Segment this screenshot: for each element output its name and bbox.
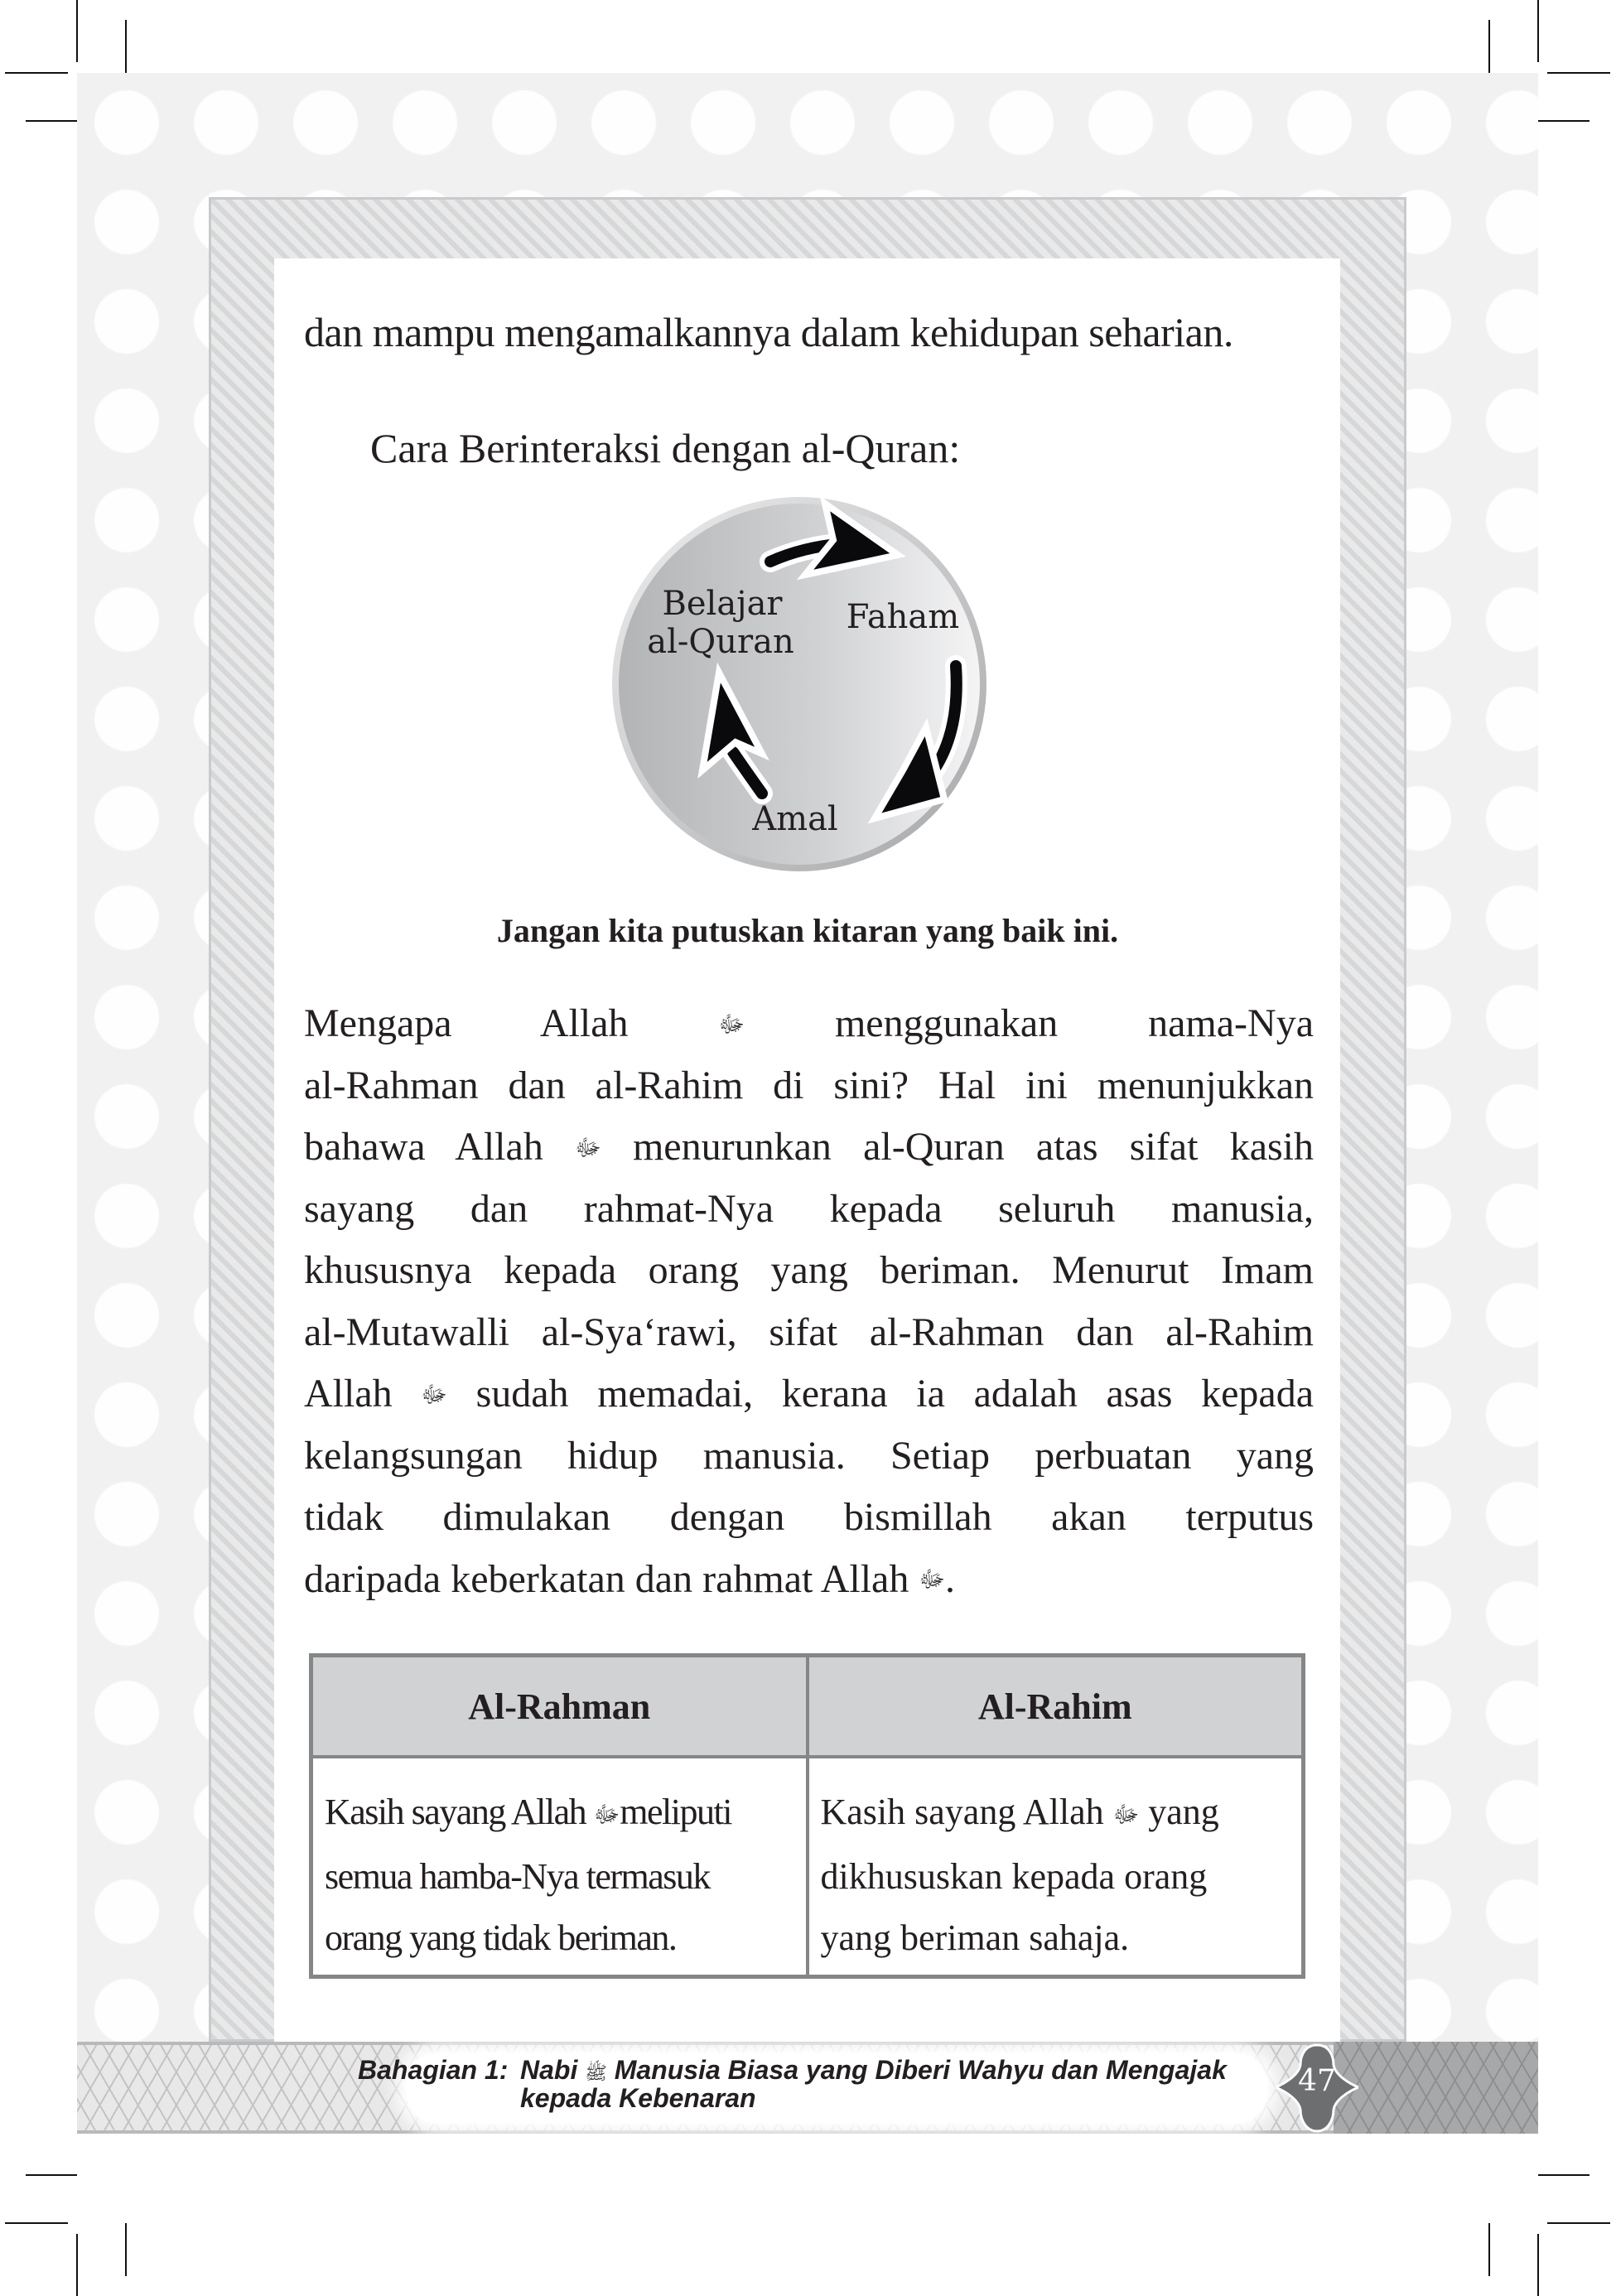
node-label-faham: Faham bbox=[846, 598, 960, 636]
footer-title-before: Nabi bbox=[520, 2055, 578, 2085]
intro-line: dan mampu mengamalkannya dalam kehidupan seharian. bbox=[304, 309, 1233, 355]
honorific-glyph-icon: ﷻ bbox=[593, 1802, 620, 1828]
paragraph-line bbox=[304, 1001, 1314, 1046]
line-text: bahawa Allah bbox=[304, 1125, 543, 1169]
footer-section-label: Bahagian 1: bbox=[358, 2055, 509, 2085]
line-text: menggunakan nama-Nya bbox=[834, 1001, 1315, 1045]
cell-text: semua hamba-Nya termasuk bbox=[325, 1855, 710, 1897]
honorific-glyph-icon: ﷻ bbox=[575, 1135, 601, 1161]
cell-text: yang bbox=[1148, 1792, 1219, 1832]
crop-mark bbox=[26, 120, 77, 122]
cycle-diagram bbox=[596, 489, 1002, 886]
honorific-glyph-icon: ﷻ bbox=[421, 1382, 447, 1408]
crop-mark bbox=[5, 72, 68, 74]
paragraph-line: al-Mutawalli al-Sya‘rawi, sifat al-Rahman dan al-Rahim bbox=[304, 1310, 1314, 1354]
diagram-caption: Jangan kita putuskan kitaran yang baik ini. bbox=[496, 912, 1119, 949]
cell-text: meliputi bbox=[620, 1792, 731, 1832]
table-cell-al-rahim bbox=[808, 1757, 1304, 1977]
footer-band-dark bbox=[1334, 2042, 1538, 2134]
nabi-glyph-icon: ﷺ bbox=[585, 2062, 607, 2083]
crop-mark bbox=[1547, 72, 1610, 74]
line-text: Mengapa Allah bbox=[304, 1001, 629, 1045]
paragraph-line: kelangsungan hidup manusia. Setiap perbuatan yang bbox=[304, 1433, 1314, 1478]
node-label-amal: Amal bbox=[752, 800, 838, 838]
crop-mark bbox=[1538, 120, 1589, 122]
node-label-belajar: Belajar bbox=[662, 585, 783, 623]
crop-mark bbox=[125, 20, 127, 73]
paragraph-line: sayang dan rahmat-Nya kepada seluruh manusia, bbox=[304, 1186, 1314, 1231]
crop-mark bbox=[1538, 2174, 1589, 2176]
table-header-al-rahim: Al-Rahim bbox=[808, 1656, 1304, 1758]
line-text: daripada keberkatan dan rahmat Allah bbox=[304, 1556, 909, 1601]
crop-mark bbox=[1537, 0, 1539, 62]
line-text: . bbox=[944, 1556, 955, 1601]
cell-text: Kasih sayang Allah bbox=[325, 1792, 586, 1832]
crop-mark bbox=[5, 2222, 68, 2224]
paragraph-line bbox=[304, 1124, 1314, 1170]
crop-mark bbox=[76, 0, 78, 62]
paragraph-line: tidak dimulakan dengan bismillah akan terputus bbox=[304, 1495, 1314, 1539]
cell-text: yang beriman sahaja. bbox=[820, 1917, 1130, 1958]
paragraph-line bbox=[304, 1371, 1314, 1416]
paragraph-line: khususnya kepada orang yang beriman. Menurut Imam bbox=[304, 1248, 1314, 1292]
crop-mark bbox=[1488, 2223, 1490, 2276]
table-cell-al-rahman bbox=[311, 1757, 808, 1977]
subheading: Cara Berinteraksi dengan al-Quran: bbox=[370, 425, 961, 471]
crop-mark bbox=[76, 2234, 78, 2296]
line-text: sudah memadai, kerana ia adalah asas kepada bbox=[475, 1372, 1315, 1416]
table-header-row bbox=[311, 1656, 1304, 1758]
table-header-al-rahman: Al-Rahman bbox=[311, 1656, 808, 1758]
footer-title-after: Manusia Biasa yang Diberi Wahyu dan Mengajak bbox=[614, 2055, 1227, 2085]
line-text: menurunkan al-Quran atas sifat kasih bbox=[632, 1125, 1315, 1169]
honorific-glyph-icon: ﷻ bbox=[919, 1567, 945, 1594]
cell-text: Kasih sayang Allah bbox=[820, 1792, 1104, 1832]
paragraph-line bbox=[304, 1556, 1314, 1602]
honorific-glyph-icon: ﷻ bbox=[718, 1011, 745, 1038]
cell-text: dikhususkan kepada orang bbox=[820, 1855, 1208, 1897]
crop-mark bbox=[1488, 20, 1490, 73]
crop-mark bbox=[125, 2223, 127, 2276]
footer-chapter-title-line2: kepada Kebenaran bbox=[520, 2083, 756, 2113]
crop-mark bbox=[1547, 2222, 1610, 2224]
paragraph-line: al-Rahman dan al-Rahim di sini? Hal ini menunjukkan bbox=[304, 1063, 1314, 1107]
crop-mark bbox=[26, 2174, 77, 2176]
crop-mark bbox=[1537, 2234, 1539, 2296]
comparison-table bbox=[309, 1653, 1305, 1979]
page-number: 47 bbox=[1298, 2064, 1336, 2098]
line-text: Allah bbox=[304, 1372, 393, 1416]
cell-text: orang yang tidak beriman. bbox=[325, 1917, 677, 1958]
honorific-glyph-icon: ﷻ bbox=[1112, 1802, 1140, 1828]
table-row bbox=[311, 1757, 1304, 1977]
node-label-alquran: al-Quran bbox=[647, 623, 794, 661]
